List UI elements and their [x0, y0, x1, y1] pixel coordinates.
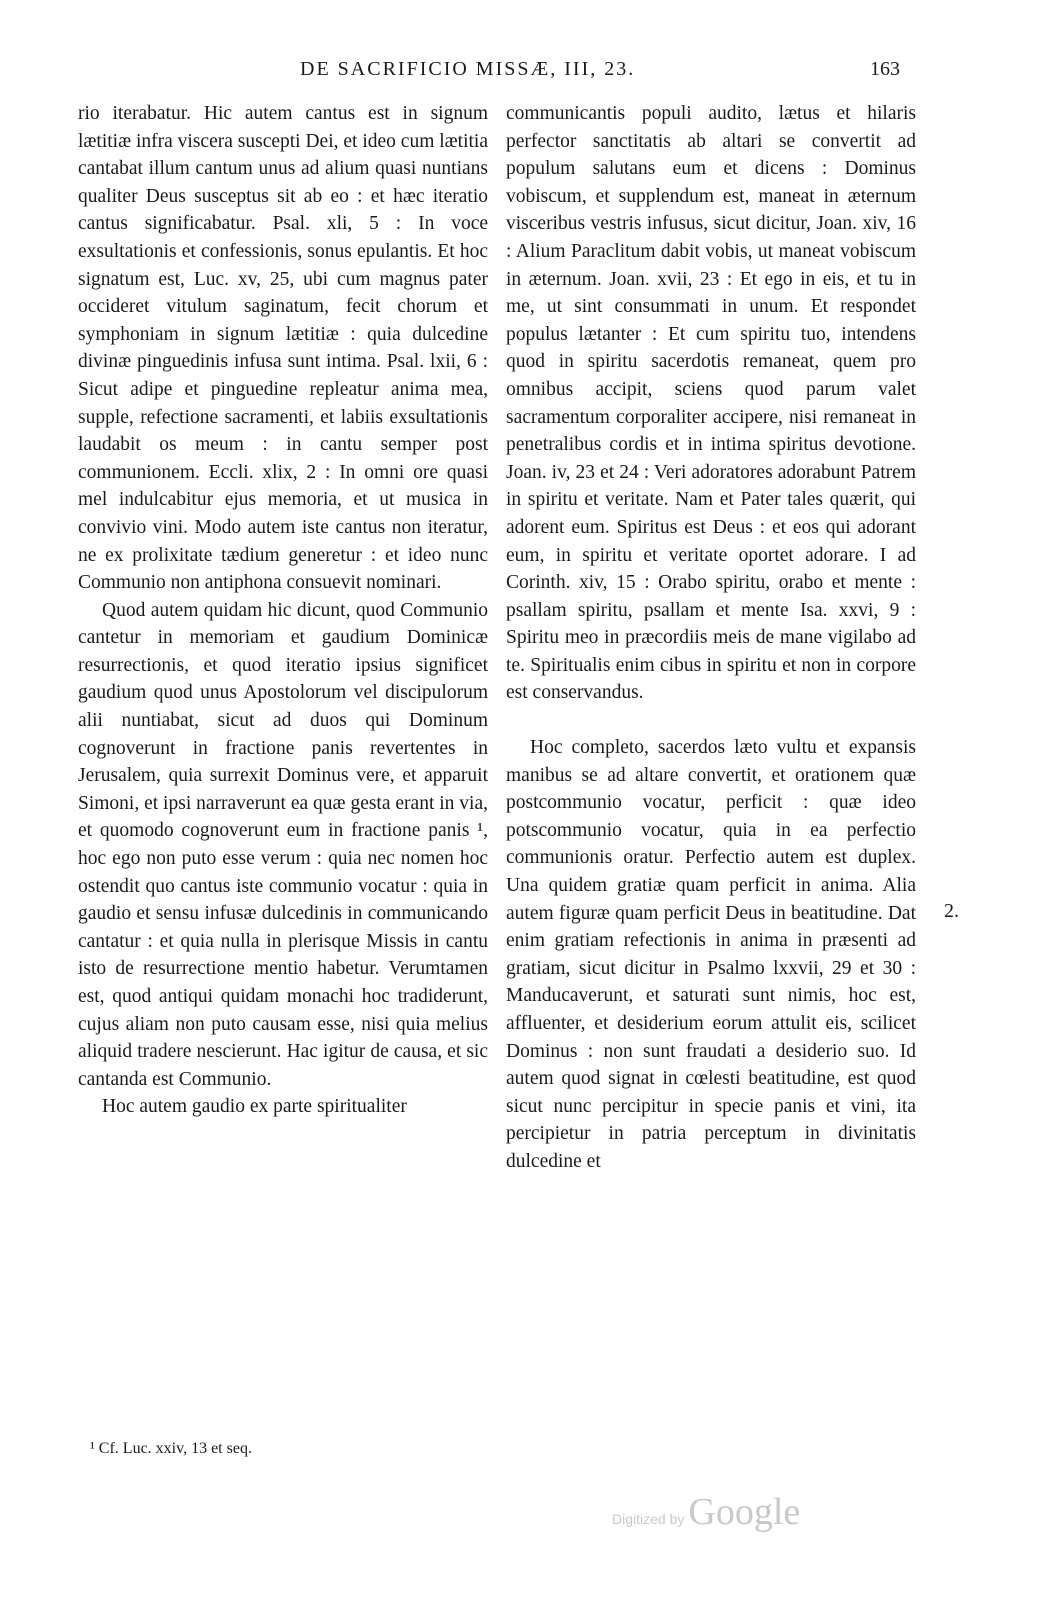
left-paragraph-3: Hoc autem gaudio ex parte spiritualiter — [102, 1096, 407, 1118]
left-paragraph-1: rio iterabatur. Hic autem cantus est in signum lætitiæ infra viscera suscepti Dei, et ideo cum lætitia cantabat illum cantum unus ad alium quasi nuntians qualiter Deus susceptus sit ab eo : et hæc iteratio cantus significabatur. Psal. xli, 5 : In voce exsultationis et confessionis, sonus epulantis. Et hoc signatum est, Luc. xv, 25, ubi cum magnus pater occideret vitulum saginatum, fecit chorum et symphoniam in signum lætitiæ : quia dulcedine divinæ pinguedinis infusa sunt intima. Psal. lxii, 6 : Sicut adipe et pinguedine repleatur anima mea, supple, refectione sacramenti, et labiis exsultationis laudabit os meum : in cantu semper post communionem. Eccli. xlix, 2 : In omni ore quasi mel indulcabitur ejus memoria, et ut musica in convivio vini. Modo autem iste cantus non iteratur, ne ex prolixitate tædium generetur : et ideo nunc Communio non antiphona consuevit nominari. — [78, 103, 488, 594]
left-column — [78, 100, 488, 1121]
google-logo: Google — [688, 1491, 801, 1533]
right-column — [506, 100, 916, 1176]
footnote: ¹ Cf. Luc. xxiv, 13 et seq. — [90, 1440, 252, 1457]
digitized-watermark — [612, 1490, 800, 1534]
left-paragraph-2: Quod autem quidam hic dicunt, quod Communio cantetur in memoriam et gaudium Dominicæ resurrectionis, et quod iteratio ipsius significet gaudium quod unus Apostolorum vel discipulorum alii nuntiabat, sicut ad duos qui Dominum cognoverunt in fractione panis revertentes in Jerusalem, quia surrexit Dominus vere, et apparuit Simoni, et ipsi narraverunt ea quæ gesta erant in via, et quomodo cognoverunt eum in fractione panis ¹, hoc ego non puto esse verum : quia nec nomen hoc ostendit quo cantus iste communio vocatur : quia in gaudio et sensu infusæ dulcedinis in communicando cantatur : et quia nulla in plerisque Missis in cantu isto de resurrectione mentio habetur. Verumtamen est, quod antiqui quidam monachi hoc tradiderunt, cujus aliam non puto causam esse, nisi quia melius aliquid tradere nescierunt. Hac igitur de causa, et sic cantanda est Communio. — [78, 599, 488, 1090]
margin-section-number: 2. — [944, 900, 959, 922]
watermark-prefix: Digitized by — [612, 1511, 685, 1527]
right-paragraph-2: Hoc completo, sacerdos læto vultu et expansis manibus se ad altare convertit, et orationem quæ postcommunio vocatur, perficit : quæ ideo potscommunio vocatur, quia in ea perfectio communionis oratur. Perfectio autem est duplex. Una quidem gratiæ quam perficit in anima. Alia autem figuræ quam perficit Deus in beatitudine. Dat enim gratiam refectionis in anima in præsenti ad gratiam, sicut dicitur in Psalmo lxxvii, 29 et 30 : Manducaverunt, et saturati sunt nimis, hoc est, affluenter, et desiderium eorum attulit eis, scilicet Dominus : non sunt fraudati a desiderio suo. Id autem quod signat in cœlesti beatitudine, est quod sicut nunc percipitur in specie panis et vini, ita percipietur in patria perceptum in divinitatis dulcedine et — [506, 737, 916, 1172]
right-paragraph-1: communicantis populi audito, lætus et hilaris perfector sanctitatis ab altari se convertit ad populum salutans eum et dicens : Dominus vobiscum, et supplendum est, maneat in æternum visceribus vestris infusus, sicut dicitur, Joan. xiv, 16 : Alium Paraclitum dabit vobis, ut maneat vobiscum in æternum. Joan. xvii, 23 : Et ego in eis, et tu in me, ut sint consummati in unum. Et respondet populus lætanter : Et cum spiritu tuo, intendens quod in spiritu sacerdotis remaneat, quem pro omnibus accipit, sciens quod parum valet sacramentum corporaliter accipere, nisi remaneat in penetralibus cordis et in intima spiritus devotione. Joan. iv, 23 et 24 : Veri adoratores adorabunt Patrem in spiritu et veritate. Nam et Pater tales quærit, qui adorent eum. Spiritus est Deus : et eos qui adorant eum, in spiritu et veritate oportet adorare. I ad Corinth. xiv, 15 : Orabo spiritu, orabo et mente : psallam spiritu, psallam et mente Isa. xxvi, 9 : Spiritu meo in præcordiis meis de mane vigilabo ad te. Spiritualis enim cibus in spiritu et non in corpore est conservandus. — [506, 103, 916, 704]
page-number: 163 — [870, 58, 900, 80]
paragraph-gap — [506, 707, 916, 734]
header-title: DE SACRIFICIO MISSÆ, III, 23. — [300, 58, 636, 80]
